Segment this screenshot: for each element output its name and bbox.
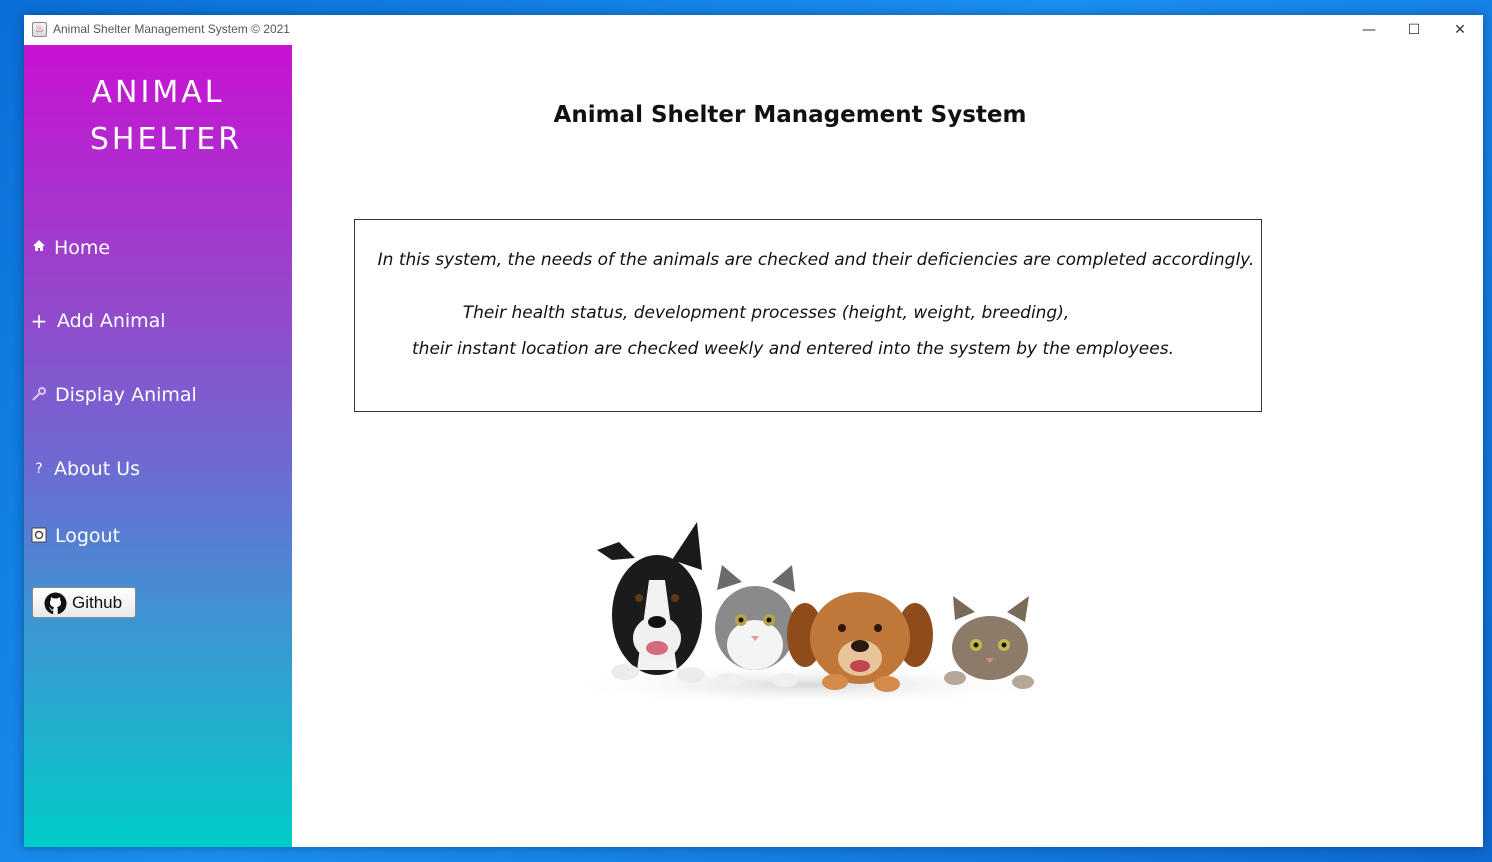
maximize-button[interactable] <box>1391 15 1437 45</box>
description-line: In this system, the needs of the animals are checked and their deficiencies are completed accordingly. <box>377 250 1255 270</box>
dog-black-white <box>597 522 705 683</box>
java-app-icon: ♨ <box>32 22 47 37</box>
page-title: Animal Shelter Management System <box>553 102 1027 128</box>
close-button[interactable] <box>1437 15 1483 45</box>
minimize-icon: — <box>1362 22 1376 38</box>
close-icon: ✕ <box>1454 22 1466 38</box>
sidebar-item-about-us[interactable] <box>30 456 280 488</box>
description-box <box>354 219 1262 412</box>
app-window <box>24 15 1483 847</box>
sidebar-item-home[interactable] <box>30 235 280 267</box>
brand-title-line2: SHELTER <box>89 122 243 157</box>
home-icon <box>30 239 48 257</box>
title-bar <box>24 15 1483 45</box>
wrench-icon <box>30 386 48 404</box>
plus-icon: + <box>30 309 48 333</box>
sidebar-item-label: Display Animal <box>55 384 197 406</box>
question-icon: ? <box>35 461 43 477</box>
description-line: their instant location are checked weekly and entered into the system by the employees. <box>412 339 1174 359</box>
sidebar-item-add-animal[interactable] <box>30 308 280 340</box>
sidebar-item-label: Add Animal <box>57 310 166 332</box>
window-title: Animal Shelter Management System © 2021 <box>53 22 290 36</box>
logout-icon <box>30 527 48 545</box>
sidebar-item-display-animal[interactable] <box>30 382 280 414</box>
github-label: Github <box>72 593 123 612</box>
sidebar <box>24 45 292 847</box>
github-icon <box>44 592 67 615</box>
sidebar-item-logout[interactable] <box>30 523 280 555</box>
github-button[interactable] <box>32 587 136 618</box>
maximize-icon: ☐ <box>1407 22 1421 38</box>
sidebar-item-label: Home <box>54 237 111 259</box>
brand-title-line1: ANIMAL <box>91 75 225 110</box>
description-line: Their health status, development processes (height, weight, breeding), <box>462 303 1070 323</box>
sidebar-item-label: Logout <box>55 525 121 547</box>
minimize-button[interactable] <box>1346 15 1392 45</box>
pets-illustration <box>557 520 1057 710</box>
sidebar-item-label: About Us <box>54 458 141 480</box>
